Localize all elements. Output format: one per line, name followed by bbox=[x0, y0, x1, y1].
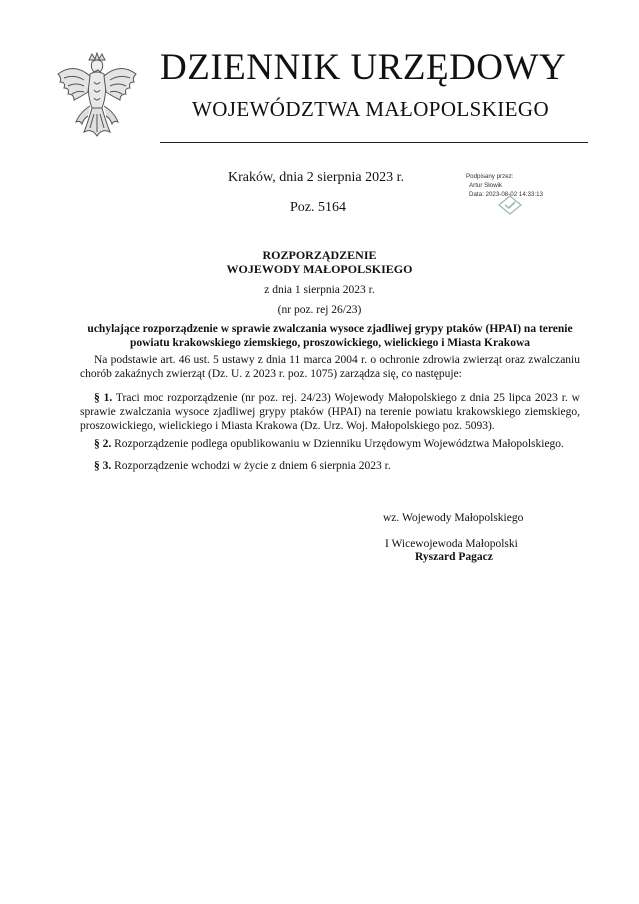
paragraph-mark: § 2. bbox=[94, 438, 112, 450]
act-type: ROZPORZĄDZENIE bbox=[262, 248, 377, 262]
place-and-date: Kraków, dnia 2 sierpnia 2023 r. bbox=[228, 170, 404, 185]
paragraph-mark: § 1. bbox=[94, 392, 113, 404]
gazette-subtitle: WOJEWÓDZTWA MAŁOPOLSKIEGO bbox=[192, 97, 550, 121]
signature-on-behalf: wz. Wojewody Małopolskiego bbox=[383, 512, 524, 524]
act-date: z dnia 1 sierpnia 2023 r. bbox=[264, 284, 375, 296]
paragraph-3 bbox=[80, 459, 580, 473]
header-divider bbox=[160, 142, 588, 143]
eagle-emblem-icon bbox=[54, 52, 140, 148]
position-number: Poz. 5164 bbox=[290, 200, 346, 215]
signature-role: I Wicewojewoda Małopolski bbox=[385, 538, 518, 550]
act-number: (nr poz. rej 26/23) bbox=[277, 304, 362, 316]
legal-basis bbox=[80, 353, 580, 381]
signature-verified-icon bbox=[497, 194, 523, 216]
paragraph-2 bbox=[80, 437, 580, 451]
paragraph-text: Traci moc rozporządzenie (nr poz. rej. 24/23) Wojewody Małopolskiego z dnia 25 lipca 2023 r. w sprawie zwalczania wysoce zjadliwej grypy ptaków (HPAI) na terenie powiatu krakowskiego ziemskiego, proszowickiego, wielickiego i Miasta Krakowa (Dz. Urz. Woj. Małopolskiego poz. 5093). bbox=[80, 392, 580, 432]
gazette-title: DZIENNIK URZĘDOWY bbox=[160, 47, 567, 88]
paragraph-1 bbox=[80, 391, 580, 433]
signature-signer: Artur Słowik bbox=[469, 182, 503, 189]
paragraph-mark: § 3. bbox=[94, 460, 112, 472]
signature-label: Podpisany przez: bbox=[466, 173, 514, 180]
legal-basis-text: Na podstawie art. 46 ust. 5 ustawy z dnia 11 marca 2004 r. o ochronie zdrowia zwierząt oraz zwalczaniu chorób zakaźnych zwierząt (Dz. U. z 2023 r. poz. 1075) zarządza się, co następuje: bbox=[80, 354, 580, 380]
signature-date: Data: 2023-08-02 14:33:13 bbox=[469, 191, 543, 198]
paragraph-text: Rozporządzenie podlega opublikowaniu w Dzienniku Urzędowym Województwa Małopolskiego. bbox=[114, 438, 564, 450]
signature-name: Ryszard Pagacz bbox=[415, 551, 493, 563]
paragraph-text: Rozporządzenie wchodzi w życie z dniem 6 sierpnia 2023 r. bbox=[114, 460, 391, 472]
act-subject: uchylające rozporządzenie w sprawie zwalczania wysoce zjadliwej grypy ptaków (HPAI) na terenie powiatu krakowskiego ziemskiego, proszowickiego, wielickiego i Miasta Krakowa bbox=[87, 323, 573, 349]
act-issuer: WOJEWODY MAŁOPOLSKIEGO bbox=[226, 262, 413, 276]
